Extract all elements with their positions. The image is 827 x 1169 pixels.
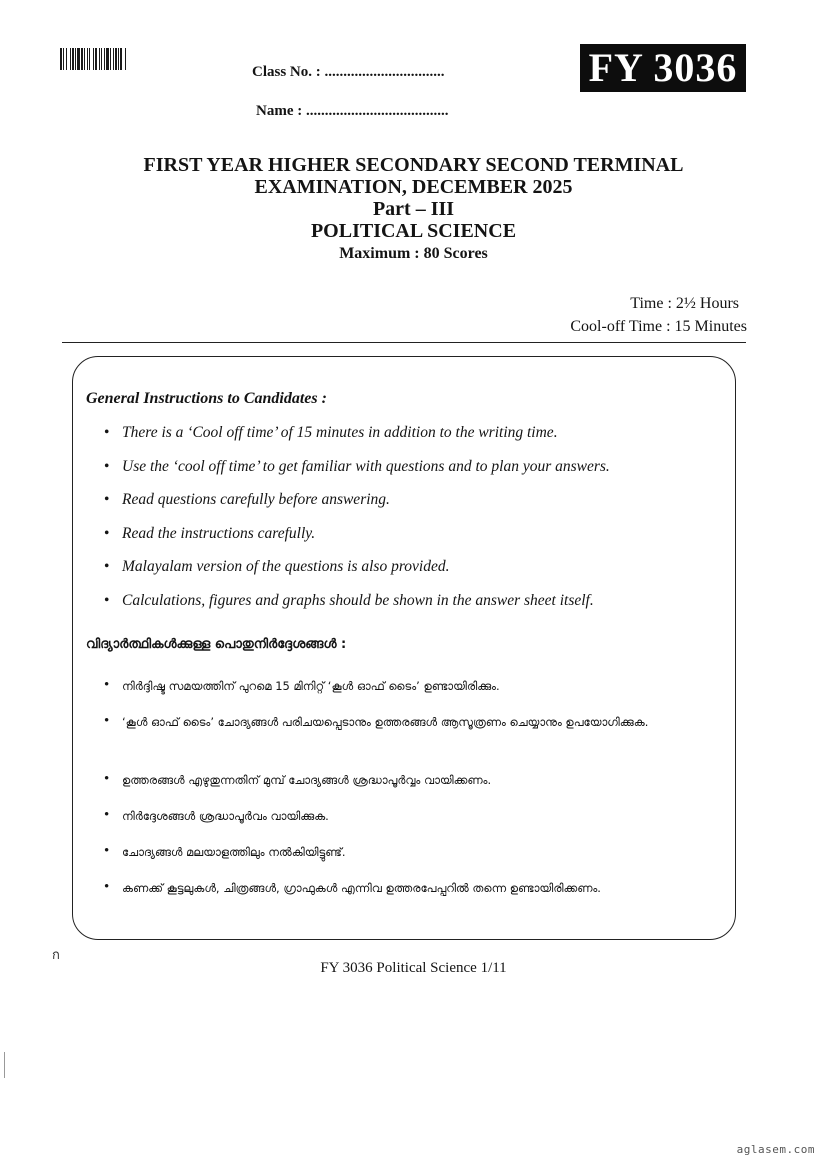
exam-part: Part – III xyxy=(372,198,455,220)
exam-time: Time : 2½ Hours xyxy=(630,295,739,312)
cool-off-time: Cool-off Time : 15 Minutes xyxy=(570,318,747,335)
bullet: • xyxy=(104,591,110,609)
instruction-item: • Malayalam version of the questions is also provided. xyxy=(104,558,450,575)
bullet: • xyxy=(104,879,110,895)
bullet: • xyxy=(104,677,110,693)
instruction-item-ml: • കണക്ക് കൂട്ടലുകൾ, ചിത്രങ്ങൾ, ഗ്രാഫുകൾ എന്നിവ ഉത്തരപേപ്പറിൽ തന്നെ ഉണ്ടായിരിക്കണം. xyxy=(104,879,601,895)
instruction-item: • Calculations, figures and graphs should be shown in the answer sheet itself. xyxy=(104,591,594,609)
bullet: • xyxy=(104,713,110,729)
bullet: • xyxy=(104,491,110,508)
barcode-bar xyxy=(126,48,127,70)
watermark: aglasem.com xyxy=(736,1143,815,1156)
instruction-item: • Read questions carefully before answering. xyxy=(104,491,390,508)
instruction-item: • Read the instructions carefully. xyxy=(104,524,316,542)
bullet: • xyxy=(104,424,110,441)
instruction-item-ml: • നിർദ്ദേശങ്ങൾ ശ്രദ്ധാപൂർവം വായിക്കുക. xyxy=(104,807,329,823)
class-no-field: Class No. : ................................ xyxy=(252,64,445,80)
instructions-heading-en: General Instructions to Candidates : xyxy=(86,390,327,407)
instruction-item-ml: • ഉത്തരങ്ങൾ എഴുതുന്നതിന് മുമ്പ് ചോദ്യങ്ങൾ ശ്രദ്ധാപൂർവ്വം വായിക്കണം. xyxy=(104,771,492,787)
instructions-list-ml xyxy=(104,676,724,902)
header-divider xyxy=(62,342,746,343)
exam-title-line2: EXAMINATION, DECEMBER 2025 xyxy=(254,176,573,198)
bullet: • xyxy=(104,771,110,787)
bullet: • xyxy=(104,843,110,859)
page-footer: FY 3036 Political Science 1/11 xyxy=(320,960,507,976)
scan-edge-line xyxy=(4,1052,5,1078)
instruction-item: • Use the ‘cool off time’ to get familiar with questions and to plan your answers. xyxy=(104,457,610,475)
name-field: Name : ...................................... xyxy=(256,103,449,119)
max-scores: Maximum : 80 Scores xyxy=(339,245,488,262)
bullet: • xyxy=(104,558,110,575)
instruction-item-ml: • ‘കൂൾ ഓഫ് ടൈം’ ചോദ്യങ്ങൾ പരിചയപ്പെടാനും ഉത്തരങ്ങൾ ആസൂത്രണം ചെയ്യാനും ഉപയോഗിക്കുക. xyxy=(104,713,649,729)
bullet: • xyxy=(104,807,110,823)
exam-subject: POLITICAL SCIENCE xyxy=(310,220,517,242)
instruction-item: • There is a ‘Cool off time’ of 15 minutes in addition to the writing time. xyxy=(104,424,558,441)
margin-mark: ก xyxy=(52,947,60,962)
barcode xyxy=(60,48,186,70)
instruction-item-ml: • ചോദ്യങ്ങൾ മലയാളത്തിലും നൽകിയിട്ടുണ്ട്. xyxy=(104,843,346,859)
bullet: • xyxy=(104,524,110,542)
instruction-item-ml: • നിർദ്ദിഷ്ട സമയത്തിന് പുറമെ 15 മിനിറ്റ് ‘കൂൾ ഓഫ് ടൈം’ ഉണ്ടായിരിക്കും. xyxy=(104,677,500,693)
exam-title-line1: FIRST YEAR HIGHER SECONDARY SECOND TERMINAL xyxy=(143,154,684,176)
instructions-heading-ml: വിദ്യാർത്ഥികൾക്കുള്ള പൊതുനിർദ്ദേശങ്ങൾ : xyxy=(86,637,347,652)
exam-code-badge: FY 3036 xyxy=(580,44,746,92)
bullet: • xyxy=(104,457,110,475)
instructions-list-en xyxy=(104,424,610,625)
